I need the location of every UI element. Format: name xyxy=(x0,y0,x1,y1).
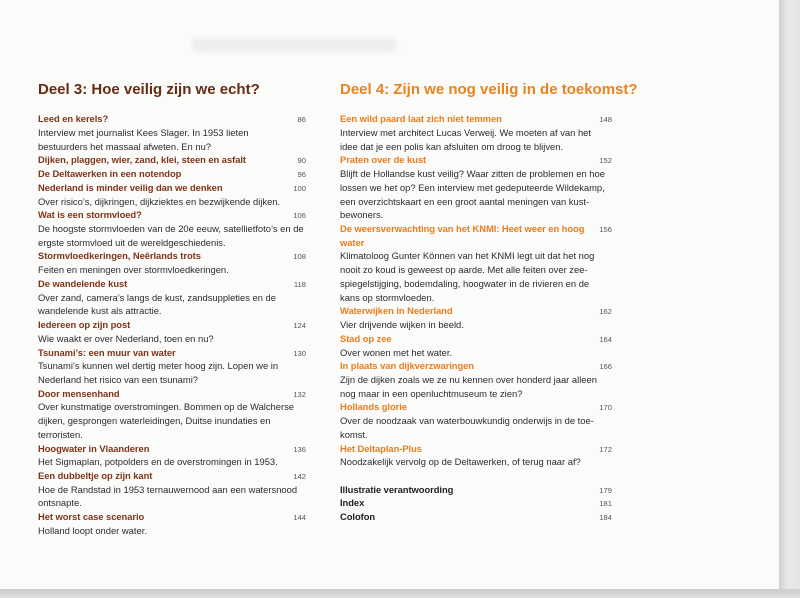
toc-entry-title: De Deltawerken in een notendop xyxy=(38,168,182,180)
toc-entry-title: water xyxy=(340,236,365,248)
toc-entry-title-row xyxy=(38,469,306,483)
toc-entry-page-number: 132 xyxy=(293,389,306,399)
toc-entry-description: Interview met journalist Kees Slager. In 1953 lieten xyxy=(38,127,249,139)
toc-entry-description: idee dat je een polis kan afsluiten om droog te blijven. xyxy=(340,140,564,152)
toc-entry-title-row xyxy=(38,208,306,222)
toc-entry-page-number: 184 xyxy=(599,513,612,523)
toc-entry-title: Hollands glorie xyxy=(340,401,407,413)
toc-column-part-4 xyxy=(340,112,612,524)
toc-entry-page-number: 118 xyxy=(293,279,306,289)
toc-entry-page-number: 170 xyxy=(599,403,612,413)
toc-entry-page-number: 156 xyxy=(599,225,612,235)
toc-entry-description: Interview met architect Lucas Verweij. We moeten af van het xyxy=(340,127,591,139)
toc-entry-description: Over wonen met het water. xyxy=(340,346,453,358)
toc-entry-title-row xyxy=(38,510,306,524)
toc-entry-title-row xyxy=(38,249,306,263)
toc-entry xyxy=(38,387,306,442)
toc-entry-title-row xyxy=(38,181,306,195)
toc-entry-title: Illustratie verantwoording xyxy=(340,483,454,495)
toc-entry-title: Door mensenhand xyxy=(38,387,120,399)
toc-entry-title: De wandelende kust xyxy=(38,277,128,289)
toc-entry-title: Colofon xyxy=(340,511,376,523)
toc-entry-description: De hoogste stormvloeden van de 20e eeuw, satellietfoto’s en de xyxy=(38,223,304,235)
toc-entry-description: Wie waakt er over Nederland, toen en nu? xyxy=(38,332,214,344)
toc-entry-description: een overzichtskaart en een groot aantal meningen van kust- xyxy=(340,195,590,207)
toc-entry-description: Over zand, camera’s langs de kust, zandsuppleties en de xyxy=(38,291,276,303)
toc-entry-description: Zijn de dijken zoals we ze nu kennen over honderd jaar alleen xyxy=(340,373,597,385)
back-matter-list xyxy=(340,483,612,524)
toc-entry-description: terroristen. xyxy=(38,428,83,440)
toc-entry xyxy=(38,181,306,208)
toc-entry-description: ergste stormvloed uit de wereldgeschiedenis. xyxy=(38,236,226,248)
toc-entry xyxy=(340,304,612,331)
toc-entry-title: Praten over de kust xyxy=(340,154,427,166)
toc-entry-title-row xyxy=(340,442,612,456)
toc-column-part-3 xyxy=(38,112,306,537)
toc-entry-title: Leed en kerels? xyxy=(38,113,109,125)
toc-entry xyxy=(38,153,306,167)
toc-entry-description: wandelende kust als attractie. xyxy=(38,305,162,317)
toc-entry-title: Een wild paard laat zich niet temmen xyxy=(340,113,502,125)
toc-entry-title-row xyxy=(340,496,612,510)
toc-entry-title-row xyxy=(38,346,306,360)
toc-entry-description: Tsunami’s kunnen wel dertig meter hoog zijn. Lopen we in xyxy=(38,360,279,372)
toc-entry-description: Feiten en meningen over stormvloedkeringen. xyxy=(38,264,229,276)
toc-entry-page-number: 86 xyxy=(297,115,306,125)
toc-entry-page-number: 172 xyxy=(599,444,612,454)
part-4-entry-list xyxy=(340,112,612,469)
toc-entry xyxy=(340,153,612,222)
toc-entry-description: Blijft de Hollandse kust veilig? Waar zitten de problemen en hoe xyxy=(340,168,605,180)
toc-entry-page-number: 162 xyxy=(599,307,612,317)
scan-edge-right xyxy=(779,0,800,598)
part-3-heading: Deel 3: Hoe veilig zijn we echt? xyxy=(38,81,260,98)
toc-entry-description: kans op stormvloeden. xyxy=(340,291,435,303)
toc-entry-description: Hoe de Randstad in 1953 ternauwernood aan een watersnood xyxy=(38,483,298,495)
toc-entry-title-row xyxy=(38,112,306,126)
toc-entry-title-row xyxy=(340,304,612,318)
toc-entry-page-number: 181 xyxy=(599,499,612,509)
toc-entry xyxy=(38,167,306,181)
toc-entry-description: nooit zo koud is geweest op aarde. Met alle feiten over zee- xyxy=(340,264,588,276)
toc-entry xyxy=(38,442,306,469)
toc-entry-title: Iedereen op zijn post xyxy=(38,319,131,331)
toc-entry xyxy=(340,400,612,441)
toc-entry-title-row xyxy=(340,332,612,346)
toc-entry xyxy=(340,442,612,469)
toc-entry xyxy=(38,469,306,510)
toc-entry-title: De weersverwachting van het KNMI: Heet weer en hoog xyxy=(340,223,585,235)
toc-entry-description: Vier drijvende wijken in beeld. xyxy=(340,319,464,331)
toc-entry-title: Waterwijken in Nederland xyxy=(340,305,453,317)
toc-entry-title: Tsunami’s: een muur van water xyxy=(38,346,176,358)
toc-entry-title-row xyxy=(38,277,306,291)
toc-entry-title-row xyxy=(340,236,612,250)
toc-entry-title-row xyxy=(38,442,306,456)
toc-entry-page-number: 100 xyxy=(293,183,306,193)
toc-entry xyxy=(38,208,306,249)
toc-entry-title-row xyxy=(340,510,612,524)
toc-entry-page-number: 166 xyxy=(599,362,612,372)
toc-entry-description: Over kunstmatige overstromingen. Bommen op de Walcherse xyxy=(38,401,295,413)
toc-entry-title-row xyxy=(340,483,612,497)
toc-entry-title: Het Deltaplan-Plus xyxy=(340,442,422,454)
toc-entry-description: komst. xyxy=(340,428,368,440)
toc-entry-title: Index xyxy=(340,497,365,509)
toc-entry-page-number: 96 xyxy=(297,170,306,180)
toc-entry-title: Een dubbeltje op zijn kant xyxy=(38,469,153,481)
toc-entry-page-number: 124 xyxy=(293,321,306,331)
toc-entry xyxy=(38,249,306,276)
toc-entry-description: bestuurders het massaal afweten. En nu? xyxy=(38,140,212,152)
toc-entry-title: Het worst case scenario xyxy=(38,511,145,523)
toc-entry-title-row xyxy=(38,167,306,181)
toc-entry-page-number: 108 xyxy=(293,252,306,262)
toc-entry-page-number: 152 xyxy=(599,156,612,166)
toc-entry-description: Nederland het risico van een tsunami? xyxy=(38,373,198,385)
toc-entry-description: ontsnapte. xyxy=(38,497,82,509)
toc-entry-page-number: 136 xyxy=(293,444,306,454)
toc-entry-page-number: 130 xyxy=(293,348,306,358)
part-3-entry-list xyxy=(38,112,306,537)
toc-entry-page-number: 179 xyxy=(599,485,612,495)
toc-entry-title: Stormvloedkeringen, Neêrlands trots xyxy=(38,250,201,262)
toc-entry xyxy=(340,222,612,304)
toc-entry-title: In plaats van dijkverzwaringen xyxy=(340,360,474,372)
toc-entry xyxy=(340,496,612,510)
part-4-heading: Deel 4: Zijn we nog veilig in de toekomst? xyxy=(340,81,638,98)
toc-entry-description: spiegelstijging, bodemdaling, hoogwater in de rivieren en de xyxy=(340,277,590,289)
toc-entry-description: Holland loopt onder water. xyxy=(38,524,147,536)
scan-edge-bottom xyxy=(0,589,800,598)
toc-entry xyxy=(340,332,612,359)
toc-entry xyxy=(340,510,612,524)
toc-entry-title-row xyxy=(340,359,612,373)
toc-entry-title: Wat is een stormvloed? xyxy=(38,209,142,221)
toc-entry-title-row xyxy=(340,153,612,167)
toc-entry xyxy=(340,112,612,153)
back-matter-gap xyxy=(340,469,612,483)
toc-entry-title-row xyxy=(340,112,612,126)
toc-entry-page-number: 90 xyxy=(297,156,306,166)
toc-entry-page-number: 148 xyxy=(599,115,612,125)
toc-entry-description: dijken, gesprongen waterleidingen, Duitse inundaties en xyxy=(38,415,271,427)
toc-entry-description: lossen we het op? Een interview met gedeputeerde Wildekamp, xyxy=(340,181,605,193)
toc-entry xyxy=(38,112,306,153)
toc-entry-title-row xyxy=(340,222,612,236)
toc-entry xyxy=(38,510,306,537)
bleed-through-shadow xyxy=(192,38,397,52)
toc-entry-description: Over de noodzaak van waterbouwkundig onderwijs in de toe- xyxy=(340,415,594,427)
toc-entry-description: Het Sigmaplan, potpolders en de overstromingen in 1953. xyxy=(38,456,278,468)
toc-entry-title-row xyxy=(38,387,306,401)
toc-entry-title-row xyxy=(38,153,306,167)
toc-entry-title-row xyxy=(340,400,612,414)
toc-entry-page-number: 106 xyxy=(293,211,306,221)
toc-entry-page-number: 164 xyxy=(599,334,612,344)
toc-entry-description: bewoners. xyxy=(340,209,384,221)
toc-entry-description: Klimatoloog Gunter Können van het KNMI legt uit dat het nog xyxy=(340,250,595,262)
toc-entry-page-number: 144 xyxy=(293,513,306,523)
toc-entry xyxy=(38,346,306,387)
toc-entry-description: Over risico’s, dijkringen, dijkziektes en bezwijkende dijken. xyxy=(38,195,281,207)
toc-entry xyxy=(340,483,612,497)
toc-entry-title: Stad op zee xyxy=(340,332,392,344)
toc-entry-page-number: 142 xyxy=(293,471,306,481)
toc-entry-title: Dijken, plaggen, wier, zand, klei, steen en asfalt xyxy=(38,154,246,166)
toc-entry xyxy=(38,318,306,345)
toc-entry-title: Hoogwater in Vlaanderen xyxy=(38,442,150,454)
toc-entry-title: Nederland is minder veilig dan we denken xyxy=(38,181,223,193)
toc-entry-description: nog maar in een openluchtmuseum te zien? xyxy=(340,387,523,399)
toc-entry-title-row xyxy=(38,318,306,332)
toc-entry xyxy=(38,277,306,318)
toc-entry xyxy=(340,359,612,400)
toc-entry-description: Noodzakelijk vervolg op de Deltawerken, of terug naar af? xyxy=(340,456,581,468)
